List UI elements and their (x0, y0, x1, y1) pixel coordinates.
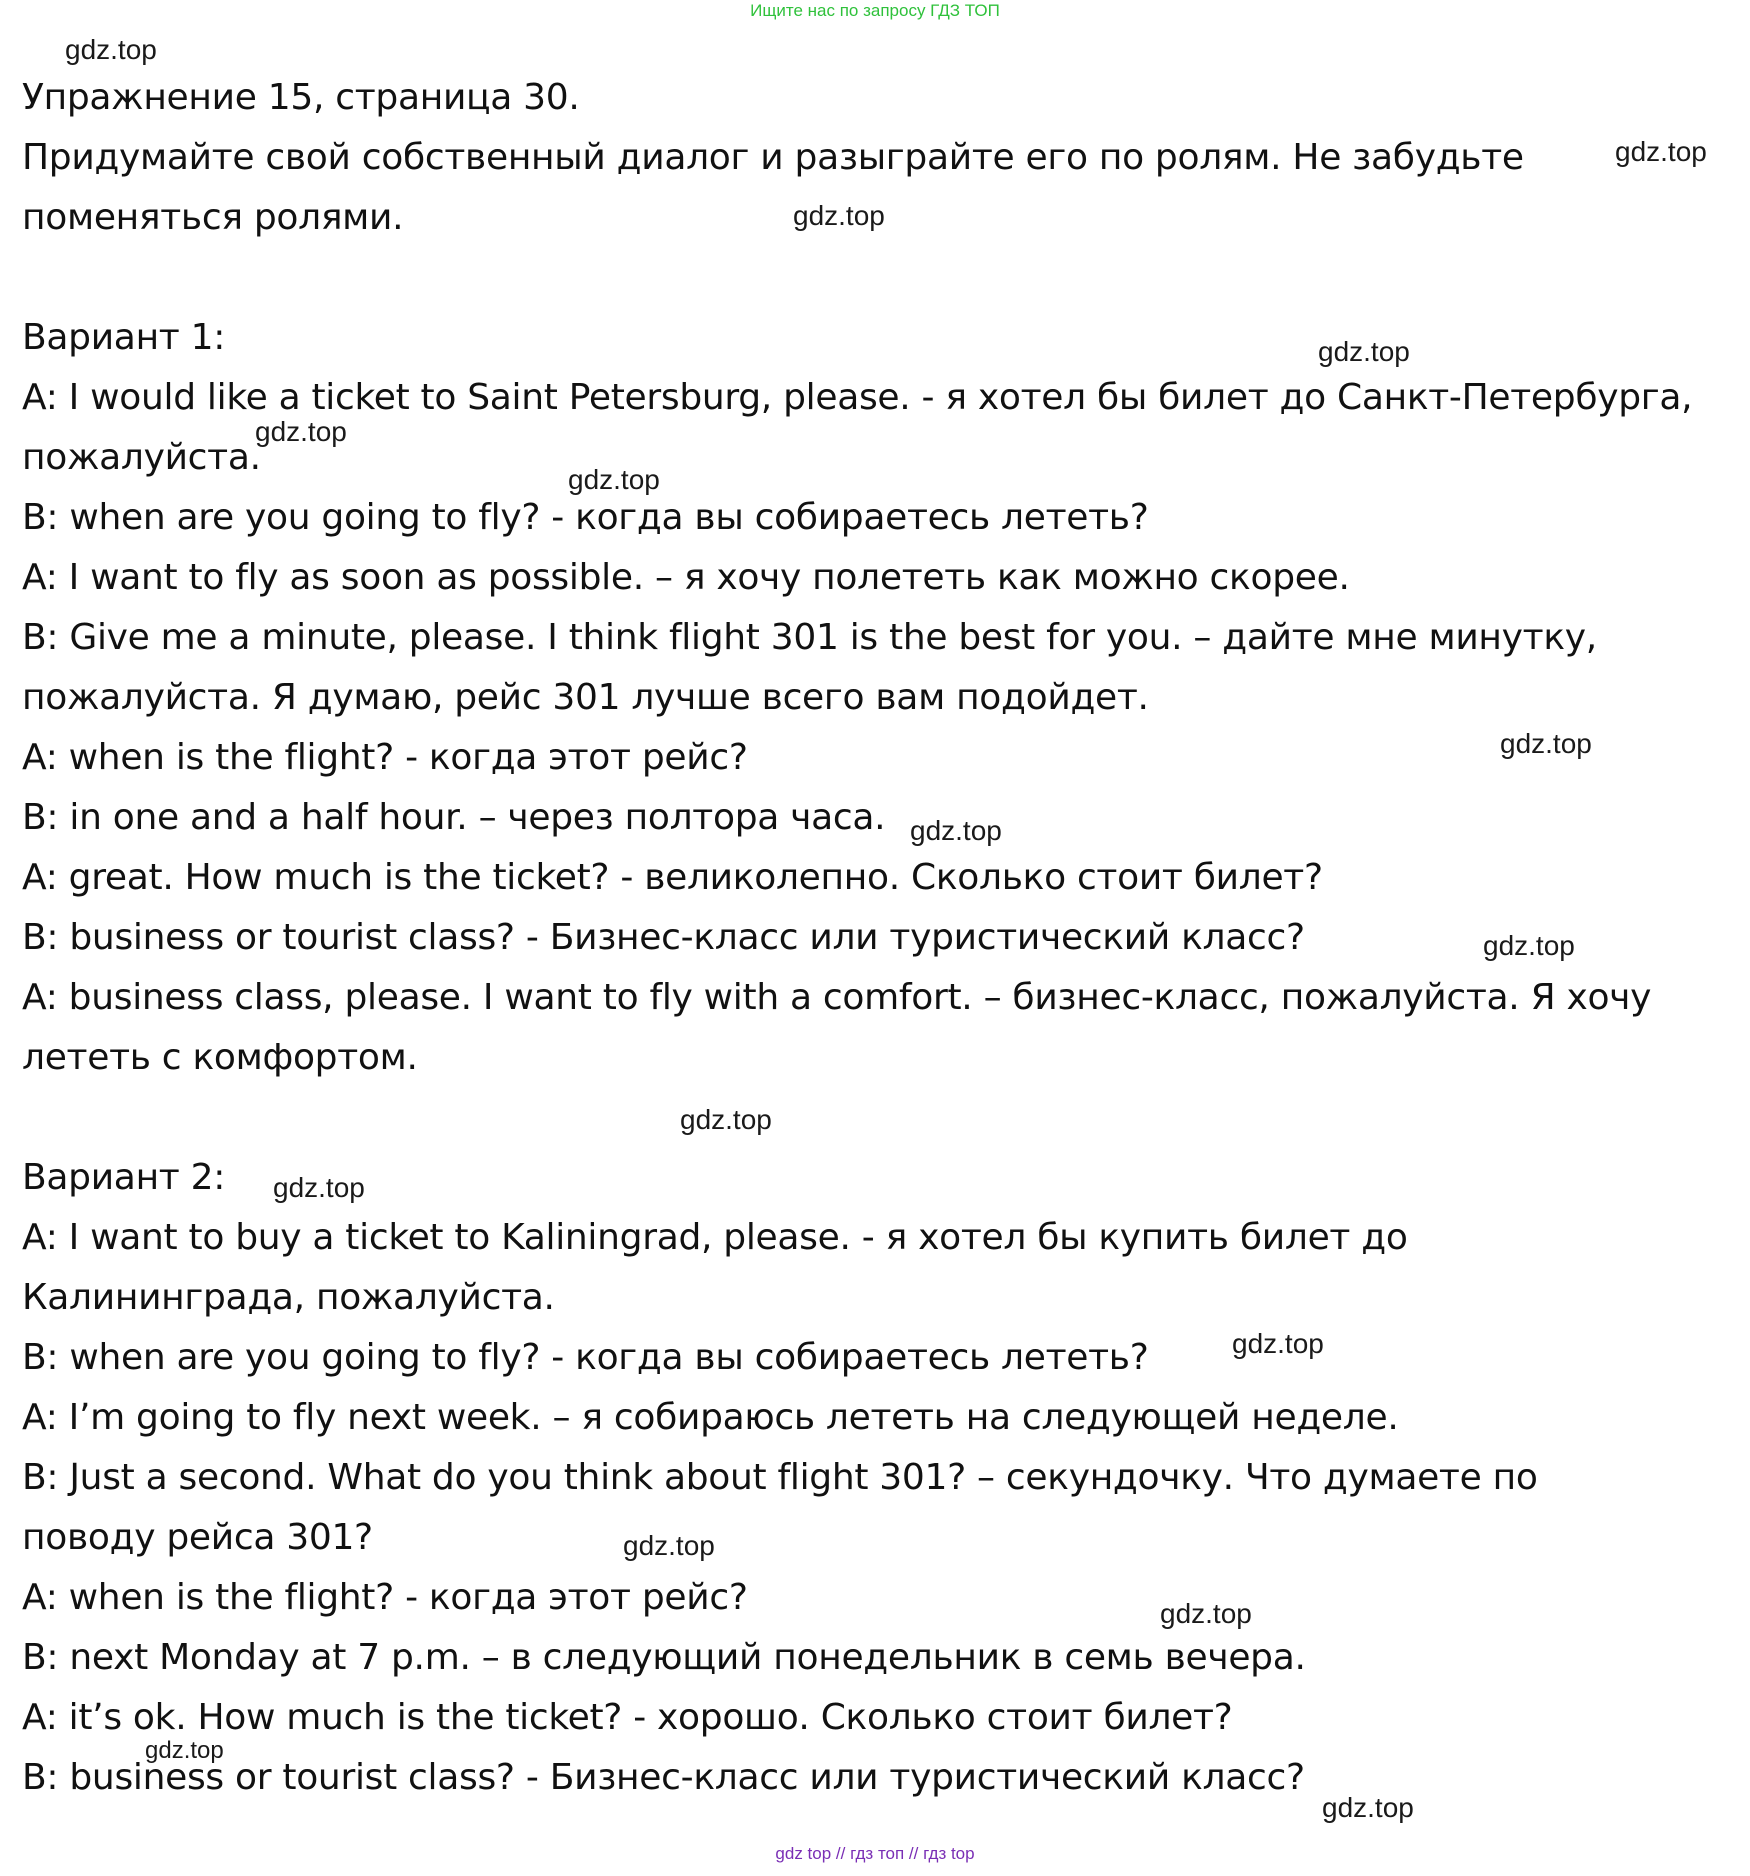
variant-1-line: B: business or tourist class? - Бизнес-класс или туристический класс? (22, 917, 1305, 958)
watermark: gdz.top (1500, 728, 1592, 759)
variant-2-line: B: business or tourist class? - Бизнес-класс или туристический класс? (22, 1757, 1305, 1798)
search-hint-banner: Ищите нас по запросу ГДЗ ТОП (750, 1, 1000, 20)
watermark: gdz.top (1483, 930, 1575, 961)
watermark: gdz.top (1322, 1792, 1414, 1823)
variant-1-line: A: when is the flight? - когда этот рейс? (22, 737, 748, 778)
variant-1-line: A: business class, please. I want to fly with a comfort. – бизнес-класс, пожалуйста. Я хочу (22, 977, 1652, 1018)
variant-2-line: A: I want to buy a ticket to Kaliningrad, please. - я хотел бы купить билет до (22, 1217, 1408, 1258)
watermark: gdz.top (793, 200, 885, 231)
watermark: gdz.top (623, 1530, 715, 1561)
watermark: gdz.top (145, 1737, 224, 1764)
watermark: gdz.top (255, 416, 347, 447)
variant-1-line: пожалуйста. Я думаю, рейс 301 лучше всего вам подойдет. (22, 677, 1149, 718)
watermark: gdz.top (1615, 136, 1707, 167)
watermark: gdz.top (1232, 1328, 1324, 1359)
watermark: gdz.top (1318, 336, 1410, 367)
watermark: gdz.top (1160, 1598, 1252, 1629)
watermark: gdz.top (680, 1104, 772, 1135)
variant-1-heading: Вариант 1: (22, 317, 226, 358)
task-line-2: поменяться ролями. (22, 197, 404, 238)
variant-1-line: лететь с комфортом. (22, 1037, 418, 1078)
watermark: gdz.top (910, 815, 1002, 846)
variant-2-line: A: I’m going to fly next week. – я собираюсь лететь на следующей неделе. (22, 1397, 1399, 1438)
variant-1-line: B: Give me a minute, please. I think flight 301 is the best for you. – дайте мне минутку, (22, 617, 1597, 658)
variant-2-line: B: next Monday at 7 p.m. – в следующий понедельник в семь вечера. (22, 1637, 1306, 1678)
variant-1-line: A: I want to fly as soon as possible. – я хочу полететь как можно скорее. (22, 557, 1350, 598)
variant-2-line: B: Just a second. What do you think about flight 301? – секундочку. Что думаете по (22, 1457, 1538, 1498)
variant-1-line: пожалуйста. (22, 437, 261, 478)
footer-links: gdz top // гдз топ // гдз top (775, 1844, 975, 1863)
variant-1-line: B: in one and a half hour. – через полтора часа. (22, 797, 886, 838)
variant-1-line: A: great. How much is the ticket? - великолепно. Сколько стоит билет? (22, 857, 1323, 898)
variant-1-line: B: when are you going to fly? - когда вы собираетесь лететь? (22, 497, 1149, 538)
variant-2-line: B: when are you going to fly? - когда вы собираетесь лететь? (22, 1337, 1149, 1378)
watermark: gdz.top (65, 34, 157, 65)
exercise-title: Упражнение 15, страница 30. (22, 77, 580, 118)
watermark: gdz.top (568, 464, 660, 495)
watermark: gdz.top (273, 1172, 365, 1203)
spacer (22, 1088, 1742, 1148)
variant-2-heading: Вариант 2: (22, 1157, 226, 1198)
spacer (22, 248, 1742, 308)
variant-1-line: A: I would like a ticket to Saint Petersburg, please. - я хотел бы билет до Санкт-Петербурга, (22, 377, 1693, 418)
variant-2-line: A: when is the flight? - когда этот рейс? (22, 1577, 748, 1618)
variant-2-line: A: it’s ok. How much is the ticket? - хорошо. Сколько стоит билет? (22, 1697, 1233, 1738)
variant-2-line: поводу рейса 301? (22, 1517, 373, 1558)
task-line-1: Придумайте свой собственный диалог и разыграйте его по ролям. Не забудьте (22, 137, 1524, 178)
variant-2-line: Калининграда, пожалуйста. (22, 1277, 555, 1318)
